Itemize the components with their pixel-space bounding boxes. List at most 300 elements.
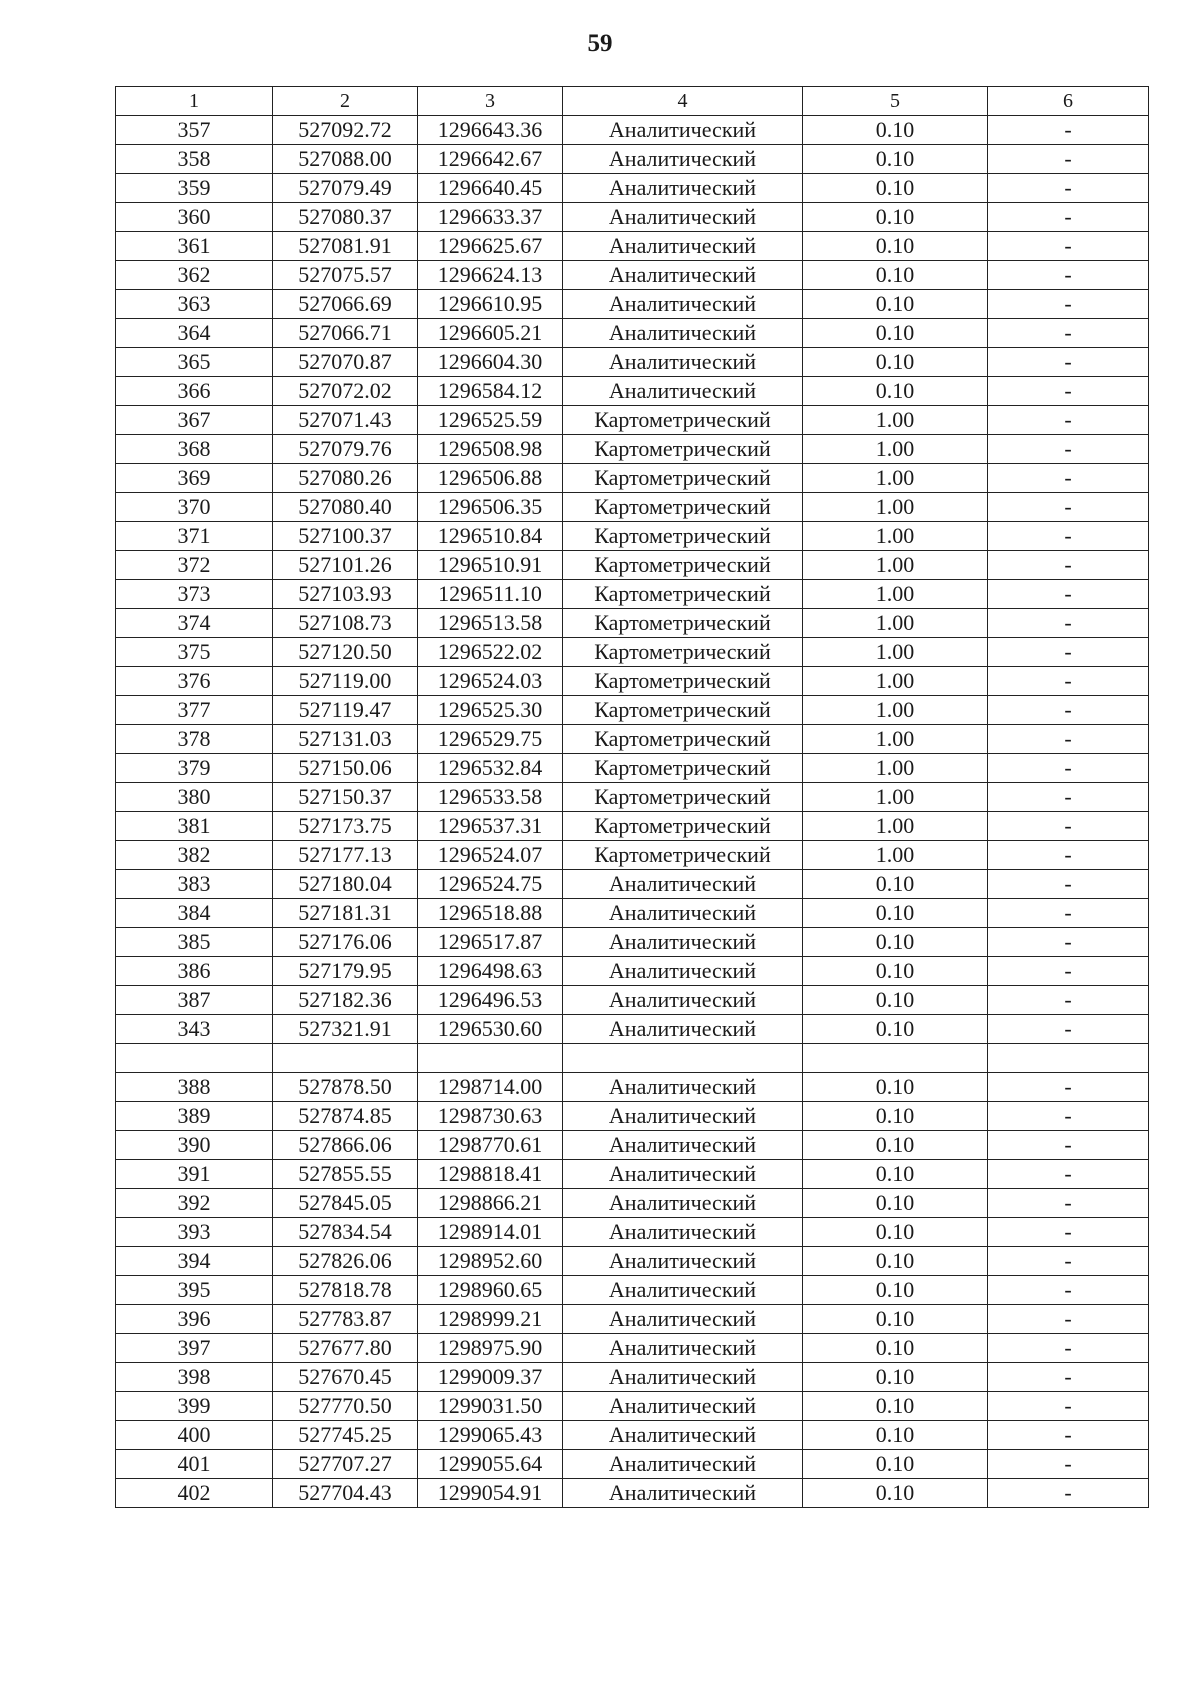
y-coordinate-cell: 1298714.00 <box>418 1073 563 1102</box>
point-number-cell: 385 <box>116 928 273 957</box>
note-cell: - <box>988 1305 1149 1334</box>
x-coordinate-cell: 527081.91 <box>273 232 418 261</box>
method-cell: Аналитический <box>563 1334 803 1363</box>
note-cell: - <box>988 870 1149 899</box>
note-cell: - <box>988 899 1149 928</box>
header-cell-2: 2 <box>273 87 418 116</box>
table-row <box>116 957 1149 986</box>
y-coordinate-cell <box>418 1044 563 1073</box>
x-coordinate-cell: 527783.87 <box>273 1305 418 1334</box>
accuracy-cell: 1.00 <box>803 580 988 609</box>
point-number-cell: 375 <box>116 638 273 667</box>
x-coordinate-cell: 527079.49 <box>273 174 418 203</box>
y-coordinate-cell: 1296518.88 <box>418 899 563 928</box>
accuracy-cell: 0.10 <box>803 261 988 290</box>
point-number-cell: 360 <box>116 203 273 232</box>
method-cell: Аналитический <box>563 319 803 348</box>
table-row <box>116 870 1149 899</box>
note-cell: - <box>988 435 1149 464</box>
y-coordinate-cell: 1298999.21 <box>418 1305 563 1334</box>
x-coordinate-cell: 527173.75 <box>273 812 418 841</box>
y-coordinate-cell: 1298866.21 <box>418 1189 563 1218</box>
x-coordinate-cell: 527075.57 <box>273 261 418 290</box>
x-coordinate-cell: 527826.06 <box>273 1247 418 1276</box>
note-cell: - <box>988 667 1149 696</box>
point-number-cell: 398 <box>116 1363 273 1392</box>
x-coordinate-cell: 527177.13 <box>273 841 418 870</box>
y-coordinate-cell: 1296529.75 <box>418 725 563 754</box>
table-row <box>116 522 1149 551</box>
accuracy-cell: 0.10 <box>803 870 988 899</box>
method-cell: Аналитический <box>563 145 803 174</box>
table-row <box>116 899 1149 928</box>
point-number-cell: 391 <box>116 1160 273 1189</box>
method-cell: Картометрический <box>563 406 803 435</box>
method-cell: Аналитический <box>563 870 803 899</box>
method-cell: Аналитический <box>563 1160 803 1189</box>
table-row <box>116 928 1149 957</box>
note-cell: - <box>988 145 1149 174</box>
note-cell: - <box>988 1334 1149 1363</box>
note-cell: - <box>988 522 1149 551</box>
accuracy-cell: 0.10 <box>803 928 988 957</box>
table-row <box>116 406 1149 435</box>
method-cell: Картометрический <box>563 609 803 638</box>
accuracy-cell: 1.00 <box>803 406 988 435</box>
header-row <box>116 87 1149 116</box>
accuracy-cell: 1.00 <box>803 551 988 580</box>
accuracy-cell: 0.10 <box>803 145 988 174</box>
x-coordinate-cell: 527834.54 <box>273 1218 418 1247</box>
accuracy-cell: 1.00 <box>803 435 988 464</box>
note-cell: - <box>988 1102 1149 1131</box>
note-cell: - <box>988 638 1149 667</box>
y-coordinate-cell: 1296524.07 <box>418 841 563 870</box>
x-coordinate-cell: 527179.95 <box>273 957 418 986</box>
point-number-cell <box>116 1044 273 1073</box>
y-coordinate-cell: 1298818.41 <box>418 1160 563 1189</box>
accuracy-cell: 0.10 <box>803 1392 988 1421</box>
point-number-cell: 381 <box>116 812 273 841</box>
x-coordinate-cell: 527818.78 <box>273 1276 418 1305</box>
accuracy-cell: 0.10 <box>803 1334 988 1363</box>
table-row <box>116 1392 1149 1421</box>
point-number-cell: 358 <box>116 145 273 174</box>
method-cell: Картометрический <box>563 841 803 870</box>
table-row <box>116 783 1149 812</box>
method-cell <box>563 1044 803 1073</box>
table-row <box>116 116 1149 145</box>
point-number-cell: 372 <box>116 551 273 580</box>
x-coordinate-cell: 527670.45 <box>273 1363 418 1392</box>
table-row <box>116 290 1149 319</box>
point-number-cell: 378 <box>116 725 273 754</box>
x-coordinate-cell: 527745.25 <box>273 1421 418 1450</box>
point-number-cell: 367 <box>116 406 273 435</box>
x-coordinate-cell: 527072.02 <box>273 377 418 406</box>
note-cell: - <box>988 1189 1149 1218</box>
table-row <box>116 638 1149 667</box>
x-coordinate-cell: 527066.69 <box>273 290 418 319</box>
x-coordinate-cell: 527677.80 <box>273 1334 418 1363</box>
point-number-cell: 390 <box>116 1131 273 1160</box>
note-cell: - <box>988 1247 1149 1276</box>
y-coordinate-cell: 1296506.88 <box>418 464 563 493</box>
x-coordinate-cell: 527874.85 <box>273 1102 418 1131</box>
note-cell: - <box>988 1421 1149 1450</box>
point-number-cell: 401 <box>116 1450 273 1479</box>
note-cell: - <box>988 464 1149 493</box>
method-cell: Картометрический <box>563 667 803 696</box>
note-cell: - <box>988 725 1149 754</box>
note-cell: - <box>988 696 1149 725</box>
table-row <box>116 1044 1149 1073</box>
accuracy-cell: 0.10 <box>803 116 988 145</box>
accuracy-cell: 1.00 <box>803 696 988 725</box>
y-coordinate-cell: 1296640.45 <box>418 174 563 203</box>
table-row <box>116 754 1149 783</box>
y-coordinate-cell: 1299009.37 <box>418 1363 563 1392</box>
accuracy-cell: 1.00 <box>803 493 988 522</box>
note-cell: - <box>988 1479 1149 1508</box>
x-coordinate-cell: 527180.04 <box>273 870 418 899</box>
x-coordinate-cell: 527181.31 <box>273 899 418 928</box>
y-coordinate-cell: 1296532.84 <box>418 754 563 783</box>
header-cell-6: 6 <box>988 87 1149 116</box>
note-cell <box>988 1044 1149 1073</box>
y-coordinate-cell: 1296522.02 <box>418 638 563 667</box>
accuracy-cell: 0.10 <box>803 1421 988 1450</box>
y-coordinate-cell: 1299054.91 <box>418 1479 563 1508</box>
x-coordinate-cell: 527080.37 <box>273 203 418 232</box>
x-coordinate-cell: 527704.43 <box>273 1479 418 1508</box>
method-cell: Аналитический <box>563 1189 803 1218</box>
table-row <box>116 1334 1149 1363</box>
accuracy-cell: 0.10 <box>803 1102 988 1131</box>
method-cell: Аналитический <box>563 174 803 203</box>
method-cell: Аналитический <box>563 986 803 1015</box>
table-row <box>116 1218 1149 1247</box>
table-row <box>116 232 1149 261</box>
y-coordinate-cell: 1298975.90 <box>418 1334 563 1363</box>
method-cell: Аналитический <box>563 290 803 319</box>
note-cell: - <box>988 116 1149 145</box>
x-coordinate-cell: 527088.00 <box>273 145 418 174</box>
method-cell: Картометрический <box>563 493 803 522</box>
note-cell: - <box>988 986 1149 1015</box>
table-row <box>116 1015 1149 1044</box>
point-number-cell: 359 <box>116 174 273 203</box>
table-row <box>116 203 1149 232</box>
method-cell: Картометрический <box>563 725 803 754</box>
y-coordinate-cell: 1296510.84 <box>418 522 563 551</box>
note-cell: - <box>988 1218 1149 1247</box>
note-cell: - <box>988 348 1149 377</box>
accuracy-cell: 1.00 <box>803 638 988 667</box>
accuracy-cell: 1.00 <box>803 667 988 696</box>
accuracy-cell: 0.10 <box>803 319 988 348</box>
x-coordinate-cell: 527103.93 <box>273 580 418 609</box>
method-cell: Картометрический <box>563 812 803 841</box>
x-coordinate-cell: 527080.40 <box>273 493 418 522</box>
accuracy-cell: 1.00 <box>803 725 988 754</box>
point-number-cell: 370 <box>116 493 273 522</box>
x-coordinate-cell: 527119.00 <box>273 667 418 696</box>
header-cell-3: 3 <box>418 87 563 116</box>
point-number-cell: 393 <box>116 1218 273 1247</box>
method-cell: Аналитический <box>563 928 803 957</box>
point-number-cell: 400 <box>116 1421 273 1450</box>
y-coordinate-cell: 1296584.12 <box>418 377 563 406</box>
accuracy-cell: 0.10 <box>803 1450 988 1479</box>
header-cell-4: 4 <box>563 87 803 116</box>
table-row <box>116 174 1149 203</box>
point-number-cell: 396 <box>116 1305 273 1334</box>
method-cell: Картометрический <box>563 551 803 580</box>
accuracy-cell: 0.10 <box>803 203 988 232</box>
point-number-cell: 399 <box>116 1392 273 1421</box>
y-coordinate-cell: 1299031.50 <box>418 1392 563 1421</box>
y-coordinate-cell: 1298914.01 <box>418 1218 563 1247</box>
table-row <box>116 1189 1149 1218</box>
y-coordinate-cell: 1298730.63 <box>418 1102 563 1131</box>
point-number-cell: 365 <box>116 348 273 377</box>
y-coordinate-cell: 1299065.43 <box>418 1421 563 1450</box>
table-row <box>116 1160 1149 1189</box>
y-coordinate-cell: 1298952.60 <box>418 1247 563 1276</box>
x-coordinate-cell: 527079.76 <box>273 435 418 464</box>
point-number-cell: 386 <box>116 957 273 986</box>
y-coordinate-cell: 1296525.30 <box>418 696 563 725</box>
y-coordinate-cell: 1298770.61 <box>418 1131 563 1160</box>
method-cell: Аналитический <box>563 116 803 145</box>
accuracy-cell: 0.10 <box>803 1305 988 1334</box>
accuracy-cell: 0.10 <box>803 377 988 406</box>
y-coordinate-cell: 1296610.95 <box>418 290 563 319</box>
header-cell-1: 1 <box>116 87 273 116</box>
table-row <box>116 1363 1149 1392</box>
accuracy-cell: 0.10 <box>803 1276 988 1305</box>
table-row <box>116 580 1149 609</box>
y-coordinate-cell: 1298960.65 <box>418 1276 563 1305</box>
method-cell: Аналитический <box>563 1247 803 1276</box>
x-coordinate-cell: 527866.06 <box>273 1131 418 1160</box>
accuracy-cell: 0.10 <box>803 1073 988 1102</box>
method-cell: Аналитический <box>563 1363 803 1392</box>
accuracy-cell: 0.10 <box>803 1479 988 1508</box>
x-coordinate-cell: 527131.03 <box>273 725 418 754</box>
table-row <box>116 145 1149 174</box>
method-cell: Аналитический <box>563 348 803 377</box>
note-cell: - <box>988 232 1149 261</box>
accuracy-cell: 0.10 <box>803 957 988 986</box>
method-cell: Аналитический <box>563 377 803 406</box>
method-cell: Аналитический <box>563 1392 803 1421</box>
point-number-cell: 364 <box>116 319 273 348</box>
y-coordinate-cell: 1296533.58 <box>418 783 563 812</box>
accuracy-cell: 0.10 <box>803 986 988 1015</box>
point-number-cell: 382 <box>116 841 273 870</box>
table-row <box>116 435 1149 464</box>
method-cell: Картометрический <box>563 638 803 667</box>
note-cell: - <box>988 841 1149 870</box>
point-number-cell: 357 <box>116 116 273 145</box>
note-cell: - <box>988 1073 1149 1102</box>
method-cell: Аналитический <box>563 1305 803 1334</box>
x-coordinate-cell: 527066.71 <box>273 319 418 348</box>
accuracy-cell: 0.10 <box>803 1218 988 1247</box>
note-cell: - <box>988 319 1149 348</box>
page-number: 59 <box>587 30 613 57</box>
point-number-cell: 362 <box>116 261 273 290</box>
method-cell: Аналитический <box>563 1450 803 1479</box>
y-coordinate-cell: 1296525.59 <box>418 406 563 435</box>
point-number-cell: 363 <box>116 290 273 319</box>
note-cell: - <box>988 1131 1149 1160</box>
point-number-cell: 377 <box>116 696 273 725</box>
table-row <box>116 696 1149 725</box>
note-cell: - <box>988 957 1149 986</box>
accuracy-cell: 0.10 <box>803 348 988 377</box>
x-coordinate-cell: 527182.36 <box>273 986 418 1015</box>
point-number-cell: 374 <box>116 609 273 638</box>
method-cell: Картометрический <box>563 435 803 464</box>
table-row <box>116 493 1149 522</box>
point-number-cell: 371 <box>116 522 273 551</box>
note-cell: - <box>988 1276 1149 1305</box>
x-coordinate-cell: 527092.72 <box>273 116 418 145</box>
note-cell: - <box>988 1363 1149 1392</box>
note-cell: - <box>988 754 1149 783</box>
note-cell: - <box>988 551 1149 580</box>
y-coordinate-cell: 1296513.58 <box>418 609 563 638</box>
table-row <box>116 1479 1149 1508</box>
table-row <box>116 609 1149 638</box>
y-coordinate-cell: 1296604.30 <box>418 348 563 377</box>
y-coordinate-cell: 1296625.67 <box>418 232 563 261</box>
method-cell: Аналитический <box>563 1102 803 1131</box>
note-cell: - <box>988 203 1149 232</box>
table-row <box>116 319 1149 348</box>
point-number-cell: 376 <box>116 667 273 696</box>
point-number-cell: 402 <box>116 1479 273 1508</box>
note-cell: - <box>988 812 1149 841</box>
x-coordinate-cell: 527150.37 <box>273 783 418 812</box>
point-number-cell: 389 <box>116 1102 273 1131</box>
note-cell: - <box>988 928 1149 957</box>
table-row <box>116 261 1149 290</box>
accuracy-cell: 0.10 <box>803 1247 988 1276</box>
table-row <box>116 1102 1149 1131</box>
header-cell-5: 5 <box>803 87 988 116</box>
method-cell: Картометрический <box>563 696 803 725</box>
coordinates-table <box>115 86 1149 1508</box>
accuracy-cell: 0.10 <box>803 1189 988 1218</box>
x-coordinate-cell: 527101.26 <box>273 551 418 580</box>
x-coordinate-cell: 527707.27 <box>273 1450 418 1479</box>
accuracy-cell: 0.10 <box>803 899 988 928</box>
y-coordinate-cell: 1296643.36 <box>418 116 563 145</box>
note-cell: - <box>988 493 1149 522</box>
accuracy-cell: 1.00 <box>803 841 988 870</box>
table-row <box>116 551 1149 580</box>
note-cell: - <box>988 783 1149 812</box>
table-row <box>116 1276 1149 1305</box>
method-cell: Аналитический <box>563 1015 803 1044</box>
table-row <box>116 464 1149 493</box>
note-cell: - <box>988 580 1149 609</box>
table-row <box>116 1305 1149 1334</box>
method-cell: Аналитический <box>563 1421 803 1450</box>
x-coordinate-cell: 527855.55 <box>273 1160 418 1189</box>
note-cell: - <box>988 1392 1149 1421</box>
accuracy-cell: 0.10 <box>803 1015 988 1044</box>
x-coordinate-cell: 527150.06 <box>273 754 418 783</box>
note-cell: - <box>988 174 1149 203</box>
method-cell: Аналитический <box>563 957 803 986</box>
point-number-cell: 380 <box>116 783 273 812</box>
method-cell: Аналитический <box>563 1218 803 1247</box>
x-coordinate-cell: 527120.50 <box>273 638 418 667</box>
accuracy-cell: 0.10 <box>803 290 988 319</box>
method-cell: Картометрический <box>563 464 803 493</box>
y-coordinate-cell: 1296511.10 <box>418 580 563 609</box>
x-coordinate-cell: 527071.43 <box>273 406 418 435</box>
point-number-cell: 343 <box>116 1015 273 1044</box>
y-coordinate-cell: 1296642.67 <box>418 145 563 174</box>
accuracy-cell: 1.00 <box>803 464 988 493</box>
x-coordinate-cell: 527108.73 <box>273 609 418 638</box>
note-cell: - <box>988 261 1149 290</box>
note-cell: - <box>988 290 1149 319</box>
table-row <box>116 986 1149 1015</box>
x-coordinate-cell: 527878.50 <box>273 1073 418 1102</box>
method-cell: Аналитический <box>563 1073 803 1102</box>
y-coordinate-cell: 1296530.60 <box>418 1015 563 1044</box>
note-cell: - <box>988 609 1149 638</box>
table-row <box>116 812 1149 841</box>
x-coordinate-cell: 527770.50 <box>273 1392 418 1421</box>
accuracy-cell: 0.10 <box>803 174 988 203</box>
point-number-cell: 394 <box>116 1247 273 1276</box>
y-coordinate-cell: 1296524.75 <box>418 870 563 899</box>
x-coordinate-cell: 527070.87 <box>273 348 418 377</box>
y-coordinate-cell: 1296605.21 <box>418 319 563 348</box>
y-coordinate-cell: 1296510.91 <box>418 551 563 580</box>
point-number-cell: 369 <box>116 464 273 493</box>
y-coordinate-cell: 1296506.35 <box>418 493 563 522</box>
y-coordinate-cell: 1296633.37 <box>418 203 563 232</box>
y-coordinate-cell: 1296537.31 <box>418 812 563 841</box>
accuracy-cell: 1.00 <box>803 783 988 812</box>
method-cell: Аналитический <box>563 1131 803 1160</box>
point-number-cell: 395 <box>116 1276 273 1305</box>
method-cell: Аналитический <box>563 203 803 232</box>
point-number-cell: 384 <box>116 899 273 928</box>
x-coordinate-cell: 527321.91 <box>273 1015 418 1044</box>
point-number-cell: 379 <box>116 754 273 783</box>
method-cell: Аналитический <box>563 261 803 290</box>
point-number-cell: 397 <box>116 1334 273 1363</box>
x-coordinate-cell: 527845.05 <box>273 1189 418 1218</box>
method-cell: Аналитический <box>563 1479 803 1508</box>
note-cell: - <box>988 1015 1149 1044</box>
method-cell: Картометрический <box>563 580 803 609</box>
method-cell: Картометрический <box>563 754 803 783</box>
point-number-cell: 368 <box>116 435 273 464</box>
table-row <box>116 841 1149 870</box>
table-row <box>116 1421 1149 1450</box>
